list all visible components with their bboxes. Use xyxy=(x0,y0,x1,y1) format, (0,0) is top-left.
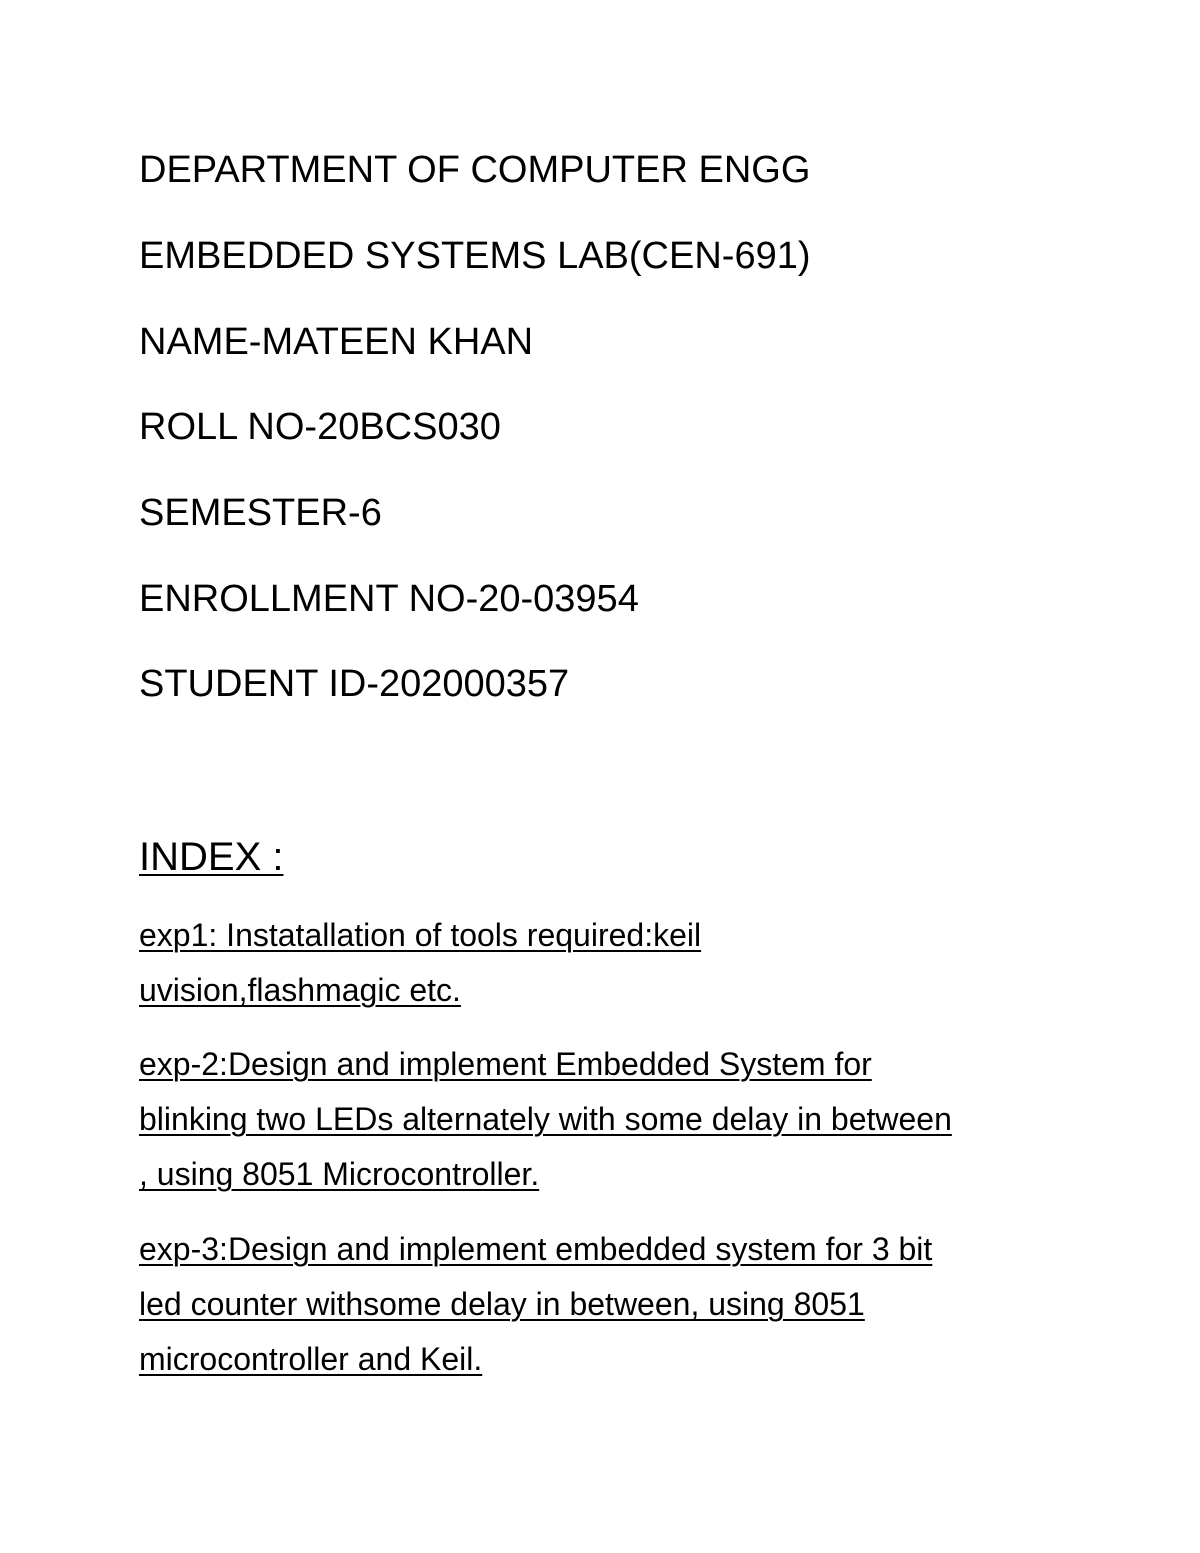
experiment-3-line-2: led counter withsome delay in between, using 8051 xyxy=(139,1286,865,1322)
department-title: DEPARTMENT OF COMPUTER ENGG xyxy=(139,149,811,191)
enrollment-number: ENROLLMENT NO-20-03954 xyxy=(139,578,639,620)
experiment-3-line-3: microcontroller and Keil. xyxy=(139,1341,483,1377)
experiment-3-line-1: exp-3:Design and implement embedded system for 3 bit xyxy=(139,1231,933,1267)
course-title: EMBEDDED SYSTEMS LAB(CEN-691) xyxy=(139,235,811,277)
index-heading: INDEX : xyxy=(139,835,284,879)
experiment-1-line-1: exp1: Instatallation of tools required:keil xyxy=(139,917,702,953)
student-id: STUDENT ID-202000357 xyxy=(139,663,570,705)
experiment-2-line-1: exp-2:Design and implement Embedded System for xyxy=(139,1046,872,1082)
roll-number: ROLL NO-20BCS030 xyxy=(139,406,501,448)
experiment-2-line-2: blinking two LEDs alternately with some delay in between xyxy=(139,1101,952,1137)
experiment-1-line-2: uvision,flashmagic etc. xyxy=(139,972,461,1008)
semester: SEMESTER-6 xyxy=(139,492,382,534)
student-name: NAME-MATEEN KHAN xyxy=(139,321,534,363)
experiment-2-line-3: , using 8051 Microcontroller. xyxy=(139,1156,540,1192)
